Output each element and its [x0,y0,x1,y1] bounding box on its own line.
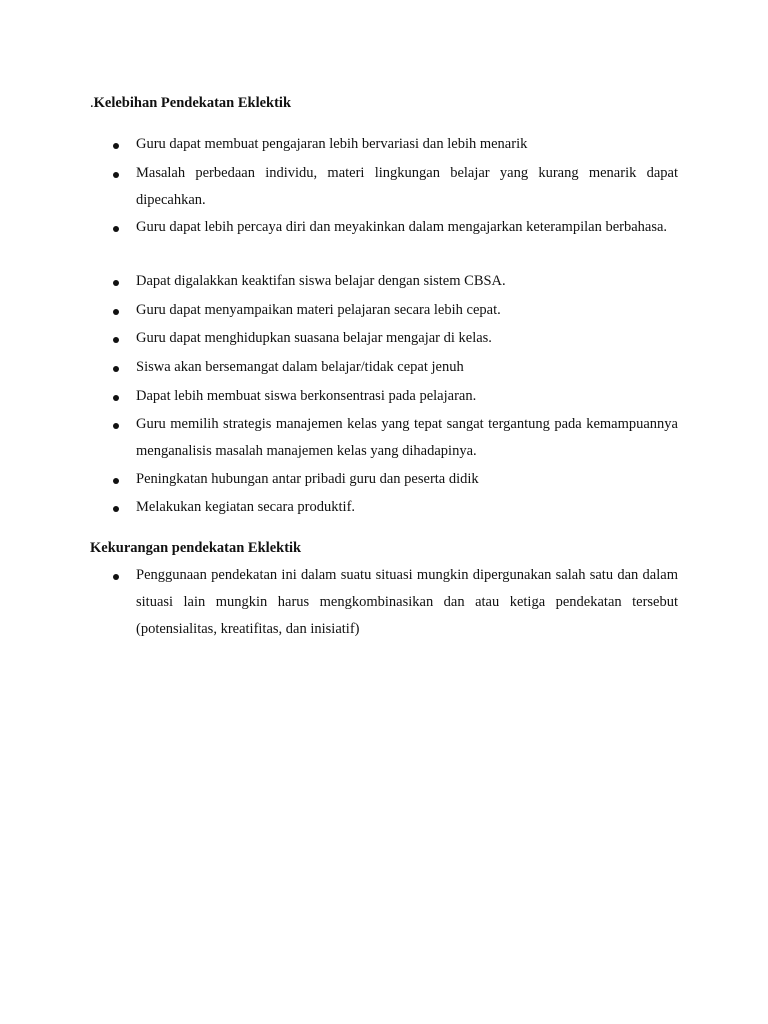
bullet-icon [113,280,119,286]
bullet-icon [113,366,119,372]
bullet-icon [113,226,119,232]
disadvantages-heading [90,539,301,557]
bullet-icon [113,506,119,512]
advantages-heading-text: Kelebihan Pendekatan Eklektik [93,95,292,111]
bullet-icon [113,574,119,580]
bullet-icon [113,172,119,178]
bullet-icon [113,478,119,484]
list-item-text: Dapat lebih membuat siswa berkonsentrasi pada pelajaran. [136,388,477,404]
list-item-text: Melakukan kegiatan secara produktif. [136,499,356,515]
list-item-text: Dapat digalakkan keaktifan siswa belajar dengan sistem CBSA. [136,273,506,289]
list-item-text: Penggunaan pendekatan ini dalam suatu situasi mungkin dipergunakan salah satu dan dalam situasi lain mungkin harus mengkombinasikan dan atau ketiga pendekatan tersebut (potensialitas, kreatifitas, dan inisiatif) [136,567,678,637]
list-item-text: Guru dapat membuat pengajaran lebih bervariasi dan lebih menarik [136,136,528,152]
bullet-icon [113,337,119,343]
heading-lead-dot: . [90,95,94,111]
bullet-icon [113,143,119,149]
list-item-text: Siswa akan bersemangat dalam belajar/tidak cepat jenuh [136,359,464,375]
list-item-text: Guru dapat menghidupkan suasana belajar mengajar di kelas. [136,330,492,346]
bullet-icon [113,423,119,429]
list-item-text: Guru dapat lebih percaya diri dan meyakinkan dalam mengajarkan keterampilan berbahasa. [136,219,668,235]
bullet-icon [113,395,119,401]
list-item-text: Masalah perbedaan individu, materi lingkungan belajar yang kurang menarik dapat dipecahkan. [136,165,678,208]
list-item-text: Guru memilih strategis manajemen kelas yang tepat sangat tergantung pada kemampuannya menganalisis masalah manajemen kelas yang dihadapinya. [136,416,678,459]
bullet-icon [113,309,119,315]
advantages-heading [90,94,291,112]
list-item-text: Peningkatan hubungan antar pribadi guru dan peserta didik [136,471,479,487]
list-item-text: Guru dapat menyampaikan materi pelajaran secara lebih cepat. [136,302,501,318]
disadvantages-heading-text: Kekurangan pendekatan Eklektik [90,540,302,556]
